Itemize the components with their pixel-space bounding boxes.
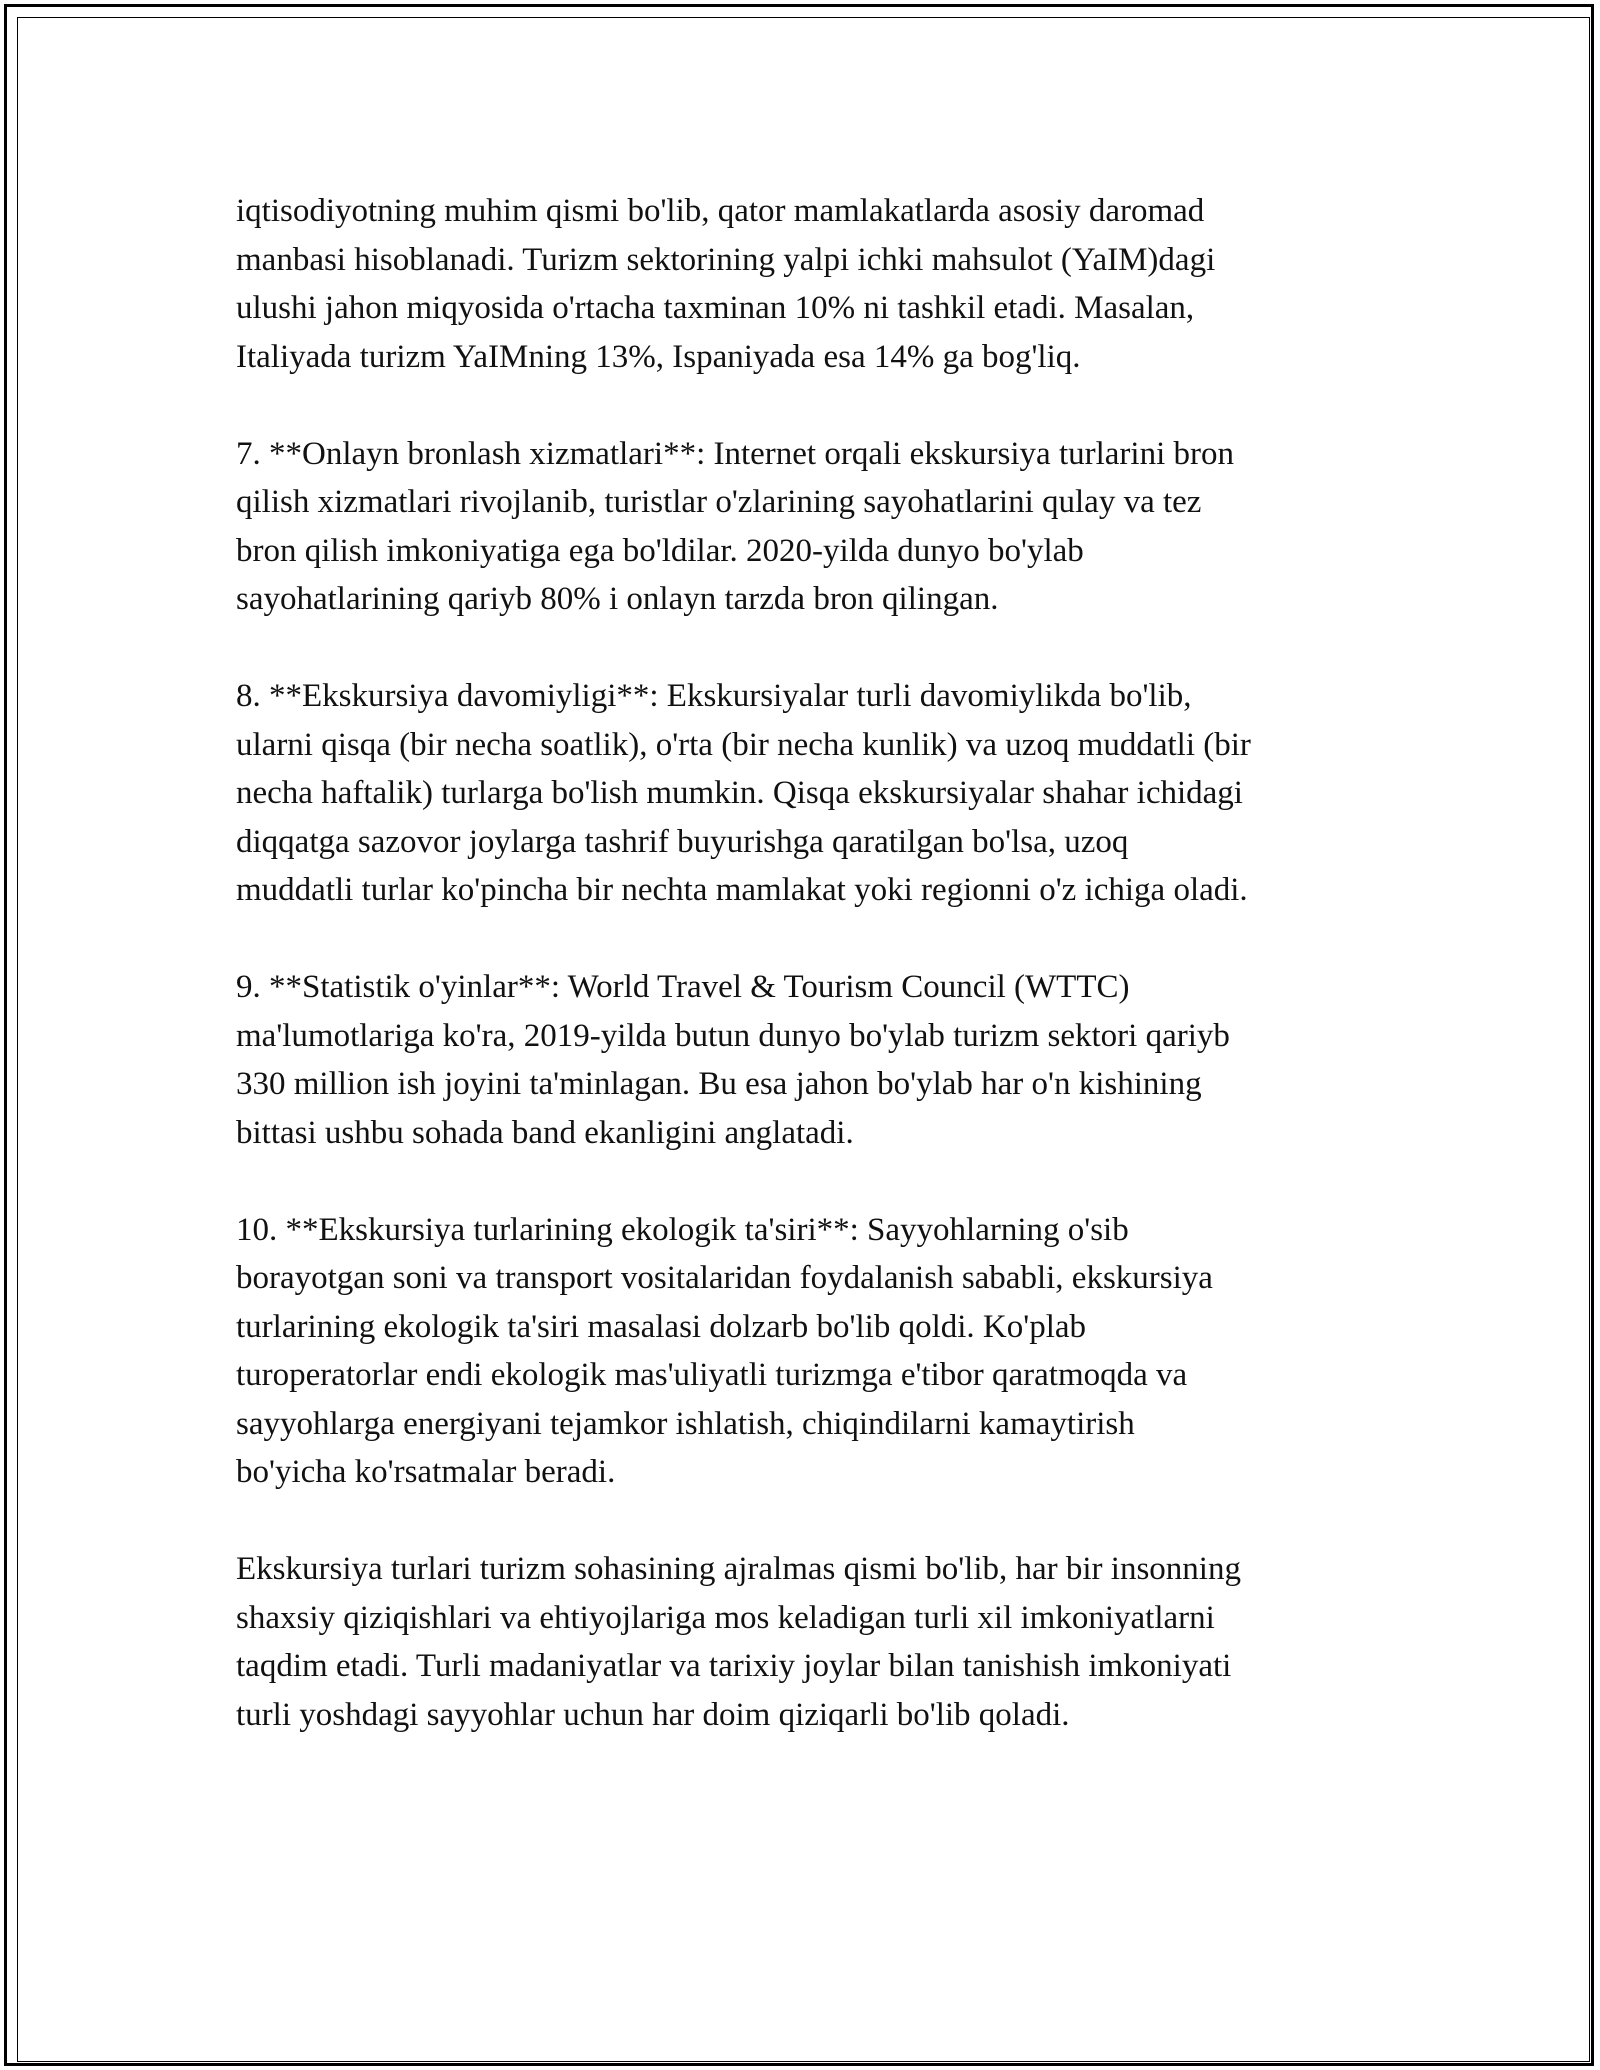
paragraph-conclusion: Ekskursiya turlari turizm sohasining ajralmas qismi bo'lib, har bir insonning shaxsiy qiziqishlari va ehtiyojlariga mos keladigan turli xil imkoniyatlarni taqdim etadi. Turli madaniyatlar va tarixiy joylar bilan tanishish imkoniyati turli yoshdagi sayyohlar uchun har doim qiziqarli bo'lib qoladi.: [236, 1551, 1241, 1733]
paragraph-ecological-impact: 10. **Ekskursiya turlarining ekologik ta'siri**: Sayyohlarning o'sib borayotgan soni va transport vositalaridan foydalanish sababli, ekskursiya turlarining ekologik ta'siri masalasi dolzarb bo'lib qoldi. Ko'plab turoperatorlar endi ekologik mas'uliyatli turizmga e'tibor qaratmoqda va sayyohlarga energiyani tejamkor ishlatish, chiqindilarni kamaytirish bo'yicha ko'rsatmalar beradi.: [236, 1211, 1213, 1490]
paragraph-statistics: 9. **Statistik o'yinlar**: World Travel & Tourism Council (WTTC) ma'lumotlariga ko'ra, 2019-yilda butun dunyo bo'ylab turizm sektori qariyb 330 million ish joyini ta'minlagan. Bu esa jahon bo'ylab har o'n kishining bittasi ushbu sohada band ekanligini anglatadi.: [236, 969, 1230, 1151]
paragraph-tourism-gdp: iqtisodiyotning muhim qismi bo'lib, qator mamlakatlarda asosiy daromad manbasi hisoblanadi. Turizm sektorining yalpi ichki mahsulot (YaIM)dagi ulushi jahon miqyosida o'rtacha taxminan 10% ni tashkil etadi. Masalan, Italiyada turizm YaIMning 13%, Ispaniyada esa 14% ga bog'liq.: [236, 193, 1216, 375]
paragraph-online-booking: 7. **Onlayn bronlash xizmatlari**: Internet orqali ekskursiya turlarini bron qilish xizmatlari rivojlanib, turistlar o'zlarining sayohatlarini qulay va tez bron qilish imkoniyatiga ega bo'ldilar. 2020-yilda dunyo bo'ylab sayohatlarining qariyb 80% i onlayn tarzda bron qilingan.: [236, 435, 1234, 617]
paragraph-excursion-duration: 8. **Ekskursiya davomiyligi**: Ekskursiyalar turli davomiylikda bo'lib, ularni qisqa (bir necha soatlik), o'rta (bir necha kunlik) va uzoq muddatli (bir necha haftalik) turlarga bo'lish mumkin. Qisqa ekskursiyalar shahar ichidagi diqqatga sazovor joylarga tashrif buyurishga qaratilgan bo'lsa, uzoq muddatli turlar ko'pincha bir nechta mamlakat yoki regionni o'z ichiga oladi.: [236, 678, 1251, 908]
document-body: [236, 187, 1376, 1739]
